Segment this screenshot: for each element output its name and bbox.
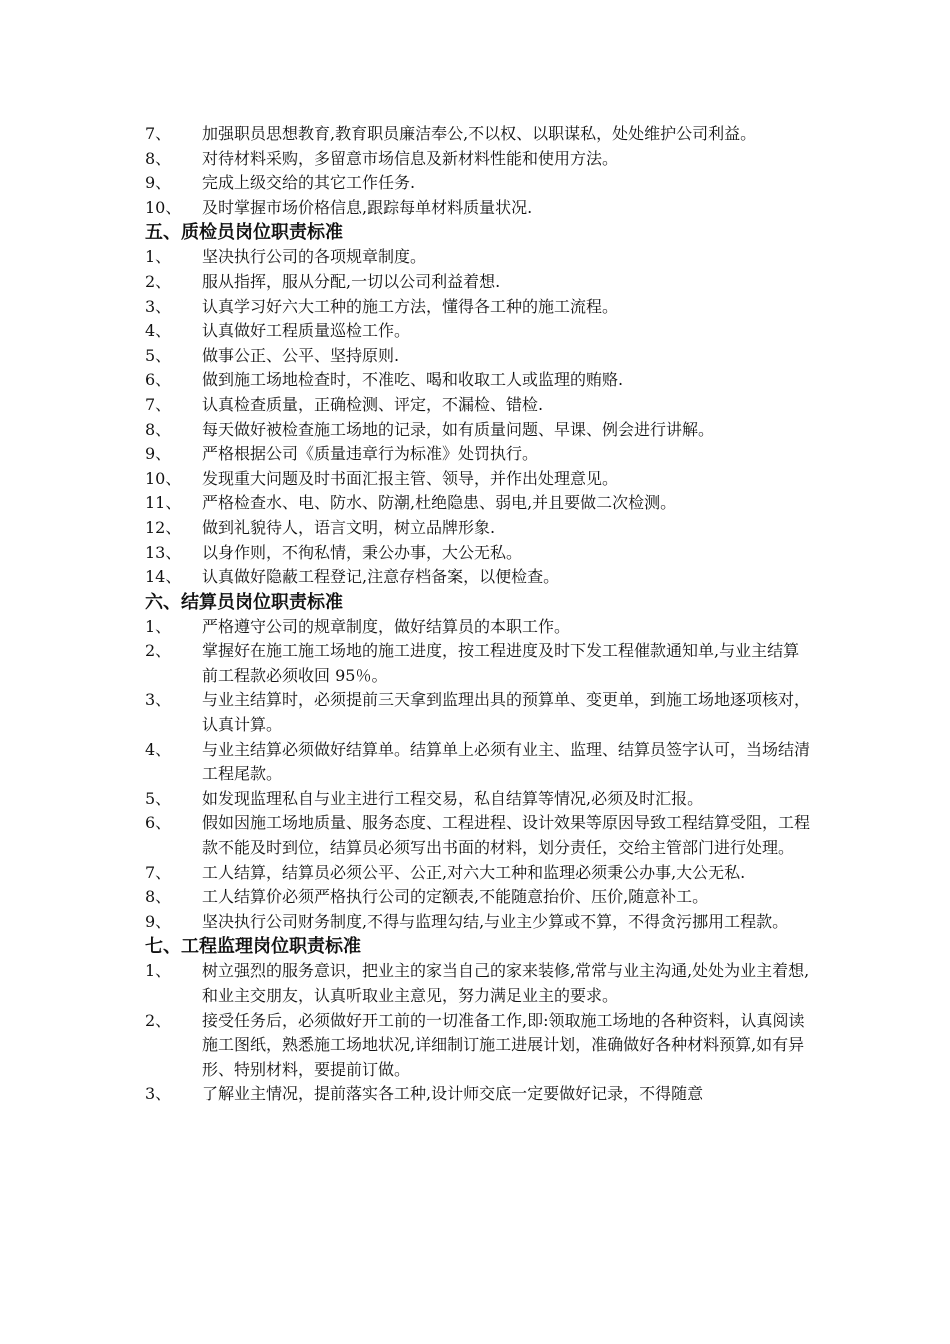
- list-item-text: 严格遵守公司的规章制度，做好结算员的本职工作。: [202, 616, 571, 636]
- list-item: [145, 787, 810, 812]
- list-item-number: 8、: [145, 148, 172, 168]
- list-item: [145, 639, 810, 688]
- list-item-number: 2、: [145, 641, 172, 661]
- list-item-number: 10、: [145, 197, 182, 217]
- list-item: [145, 467, 810, 492]
- list-item-text: 发现重大问题及时书面汇报主管、领导，并作出处理意见。: [202, 468, 619, 488]
- list-item-text: 认真学习好六大工种的施工方法，懂得各工种的施工流程。: [202, 296, 619, 316]
- list-item-number: 1、: [145, 961, 172, 981]
- section-heading: 五、质检员岗位职责标准: [145, 222, 343, 244]
- list-item: [145, 344, 810, 369]
- list-item: [145, 368, 810, 393]
- list-item-number: 9、: [145, 911, 172, 931]
- list-item-text: 坚决执行公司的各项规章制度。: [202, 247, 427, 267]
- list-item-text: 认真检查质量，正确检测、评定，不漏检、错检.: [202, 394, 544, 414]
- section-heading: 六、结算员岗位职责标准: [145, 591, 343, 613]
- list-item-text: 加强职员思想教育,教育职员廉洁奉公,不以权、以职谋私，处处维护公司利益。: [202, 124, 757, 143]
- list-item: [145, 615, 810, 640]
- list-item: [145, 319, 810, 344]
- list-item-number: 4、: [145, 321, 172, 341]
- list-item: [145, 738, 810, 787]
- list-item: [145, 270, 810, 295]
- list-item-text: 工人结算，结算员必须公平、公正,对六大工种和监理必须秉公办事,大公无私.: [202, 862, 746, 882]
- list-item-text: 每天做好被检查施工场地的记录，如有质量问题、早课、例会进行讲解。: [202, 419, 715, 439]
- list-item: [145, 171, 810, 196]
- list-item-number: 14、: [145, 567, 182, 587]
- list-item-text: 工人结算价必须严格执行公司的定额表,不能随意抬价、压价,随意补工。: [202, 887, 709, 907]
- list-item-number: 1、: [145, 247, 172, 267]
- list-item-number: 6、: [145, 813, 172, 833]
- list-item-text: 认真做好隐蔽工程登记,注意存档备案，以便检查。: [202, 567, 560, 587]
- list-item-text: 坚决执行公司财务制度,不得与监理勾结,与业主少算或不算，不得贪污挪用工程款。: [202, 911, 789, 931]
- list-item-text: 了解业主情况，提前落实各工种,设计师交底一定要做好记录，不得随意: [202, 1084, 704, 1104]
- list-item-text: 做到施工场地检查时，不准吃、喝和收取工人或监理的贿赂.: [202, 370, 624, 390]
- list-item-text: 掌握好在施工施工场地的施工进度，按工程进度及时下发工程催款通知单,与业主结算前工程款必须收回 95％。: [202, 641, 800, 685]
- list-item: [145, 418, 810, 443]
- list-item-number: 5、: [145, 345, 172, 365]
- list-item: [145, 688, 810, 737]
- list-item-number: 11、: [145, 493, 182, 513]
- list-item: [145, 442, 810, 467]
- list-item-text: 与业主结算时，必须提前三天拿到监理出具的预算单、变更单，到施工场地逐项核对，认真计算。: [202, 690, 811, 735]
- list-item-number: 8、: [145, 887, 172, 907]
- list-item-number: 9、: [145, 444, 172, 464]
- list-item-number: 10、: [145, 468, 182, 488]
- list-item-text: 与业主结算必须做好结算单。结算单上必须有业主、监理、结算员签字认可，当场结清工程尾款。: [202, 739, 811, 784]
- list-item-number: 6、: [145, 370, 172, 390]
- list-item-text: 严格检查水、电、防水、防潮,杜绝隐患、弱电,并且要做二次检测。: [202, 493, 677, 513]
- list-item-text: 对待材料采购，多留意市场信息及新材料性能和使用方法。: [202, 148, 619, 168]
- list-item-text: 做事公正、公平、坚持原则.: [202, 345, 400, 365]
- list-item-number: 13、: [145, 542, 182, 562]
- list-item: [145, 516, 810, 541]
- list-item-number: 3、: [145, 296, 172, 316]
- list-item-number: 3、: [145, 1084, 172, 1104]
- list-item-text: 以身作则，不徇私情，秉公办事，大公无私。: [202, 542, 523, 562]
- document-body: [145, 122, 810, 1107]
- list-item-text: 做到礼貌待人，语言文明，树立品牌形象.: [202, 517, 496, 537]
- list-item-number: 8、: [145, 419, 172, 439]
- list-item-text: 服从指挥，服从分配,一切以公司利益着想.: [202, 271, 501, 291]
- list-item-text: 假如因施工场地质量、服务态度、工程进程、设计效果等原因导致工程结算受阻，工程款不能及时到位，结算员必须写出书面的材料，划分责任，交给主管部门进行处理。: [202, 813, 811, 858]
- list-item-text: 接受任务后，必须做好开工前的一切准备工作,即:领取施工场地的各种资料，认真阅读施工图纸，熟悉施工场地状况,详细制订施工进展计划，准确做好各种材料预算,如有异形、特别材料，要提前订做。: [202, 1010, 805, 1079]
- list-item-number: 12、: [145, 517, 182, 537]
- list-item-number: 2、: [145, 1010, 172, 1030]
- list-item-text: 树立强烈的服务意识，把业主的家当自己的家来装修,常常与业主沟通,处处为业主着想,和业主交朋友，认真听取业主意见，努力满足业主的要求。: [202, 961, 810, 1005]
- list-item-number: 1、: [145, 616, 172, 636]
- list-item: [145, 122, 810, 147]
- list-item: [145, 959, 810, 1008]
- list-item: [145, 147, 810, 172]
- list-item: [145, 565, 810, 590]
- list-item: [145, 393, 810, 418]
- list-item-text: 如发现监理私自与业主进行工程交易，私自结算等情况,必须及时汇报。: [202, 788, 704, 808]
- list-item: [145, 196, 810, 221]
- list-item: [145, 491, 810, 516]
- section-heading: 七、工程监理岗位职责标准: [145, 936, 361, 958]
- list-item-text: 认真做好工程质量巡检工作。: [202, 321, 411, 341]
- list-item: [145, 885, 810, 910]
- list-item: [145, 1009, 810, 1083]
- list-item-number: 3、: [145, 690, 172, 710]
- list-item-number: 4、: [145, 739, 172, 759]
- list-item: [145, 245, 810, 270]
- list-item-number: 9、: [145, 173, 172, 193]
- list-item: [145, 861, 810, 886]
- list-item: [145, 811, 810, 860]
- list-item-number: 5、: [145, 788, 172, 808]
- list-item: [145, 295, 810, 320]
- list-item: [145, 1082, 810, 1107]
- list-item-text: 严格根据公司《质量违章行为标准》处罚执行。: [202, 444, 539, 464]
- list-item: [145, 910, 810, 935]
- list-item-number: 7、: [145, 394, 172, 414]
- list-item-number: 2、: [145, 271, 172, 291]
- list-item-number: 7、: [145, 124, 172, 143]
- list-item-text: 及时掌握市场价格信息,跟踪每单材料质量状况.: [202, 197, 533, 217]
- list-item-text: 完成上级交给的其它工作任务.: [202, 173, 416, 193]
- list-item: [145, 541, 810, 566]
- list-item-number: 7、: [145, 862, 172, 882]
